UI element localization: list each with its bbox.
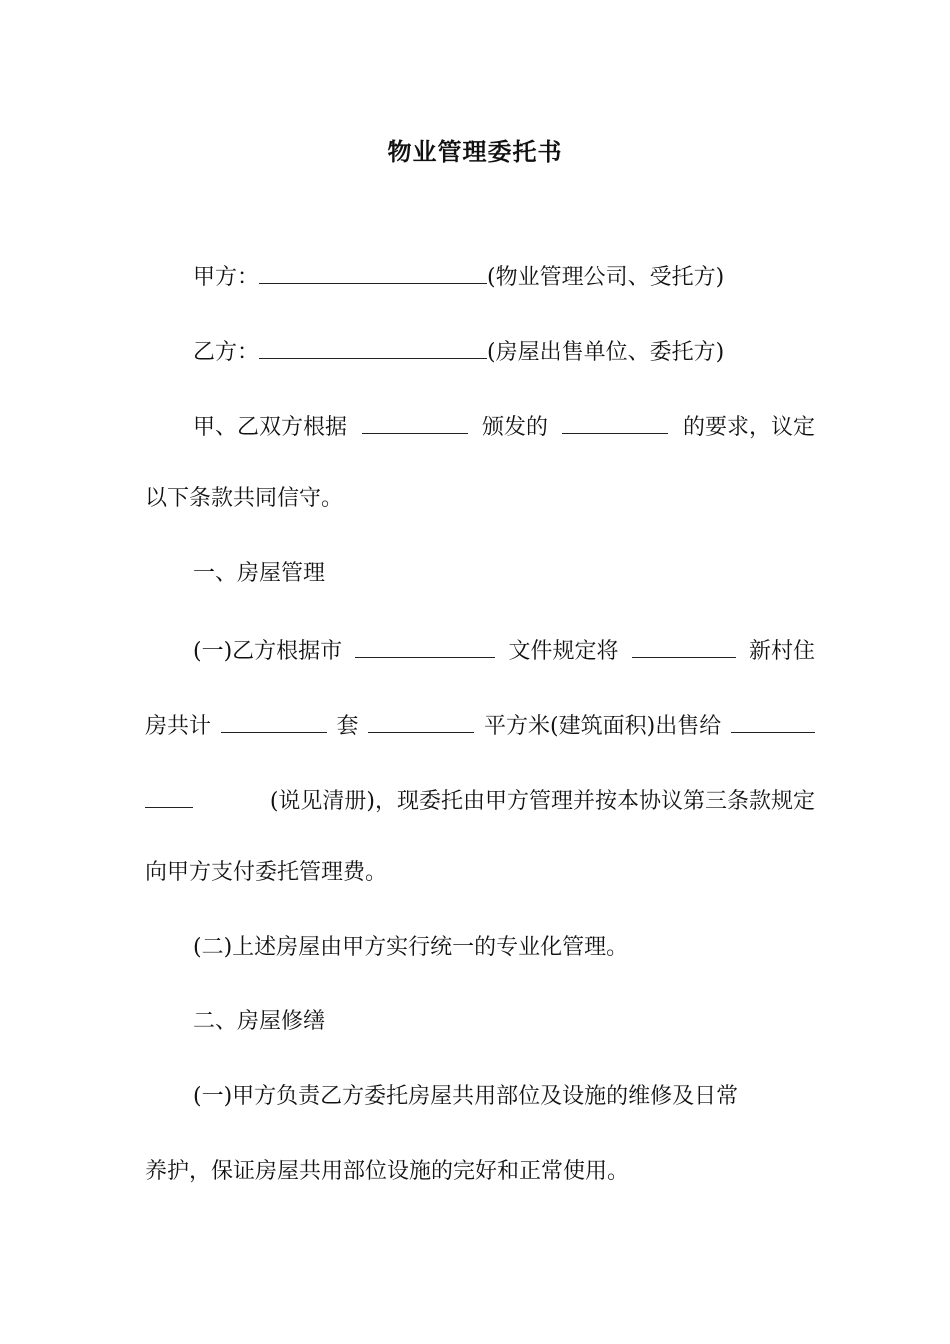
preamble-part3: 的要求，议定 — [682, 415, 815, 440]
s1-item1-l1-c: 新村住 — [748, 639, 815, 664]
s2-item1-line-1: (一)甲方负责乙方委托房屋共用部位及设施的维修及日常 — [193, 1084, 739, 1109]
s1-item1-l2-c: 平方米(建筑面积)出售给 — [484, 714, 722, 739]
s1-item1-blank-area — [368, 708, 474, 733]
s1-item1-blank-buyer-b — [145, 783, 193, 808]
preamble-part2: 颁发的 — [481, 415, 548, 440]
s1-item2-line: (二)上述房屋由甲方实行统一的专业化管理。 — [193, 935, 629, 960]
s1-item1-blank-village — [632, 633, 736, 658]
preamble-line-2: 以下条款共同信守。 — [145, 486, 344, 511]
section1-heading: 一、房屋管理 — [193, 561, 326, 586]
s1-item1-l2-a: 房共计 — [145, 714, 212, 739]
s1-item1-l1-b: 文件规定将 — [508, 639, 619, 664]
preamble-part1: 甲、乙双方根据 — [193, 415, 348, 440]
s1-item1-l1-a: (一)乙方根据市 — [193, 639, 343, 664]
s1-item1-line-3 — [145, 783, 815, 818]
preamble-line-1 — [193, 409, 815, 444]
party-a-note: (物业管理公司、受托方) — [487, 265, 725, 290]
party-a-line — [193, 259, 815, 294]
document-title: 物业管理委托书 — [387, 137, 563, 166]
party-b-label: 乙方： — [193, 340, 260, 365]
s1-item1-line-2 — [145, 708, 815, 743]
s1-item1-blank-buyer-a — [731, 708, 815, 733]
party-b-line — [193, 334, 815, 369]
preamble-blank-1 — [362, 409, 468, 434]
party-a-blank — [259, 259, 487, 284]
party-b-note: (房屋出售单位、委托方) — [487, 340, 725, 365]
s1-item1-blank-city — [355, 633, 495, 658]
s2-item1-line-2: 养护，保证房屋共用部位设施的完好和正常使用。 — [145, 1159, 630, 1184]
party-b-blank — [259, 334, 487, 359]
s1-item1-line-4: 向甲方支付委托管理费。 — [145, 860, 388, 885]
section2-heading: 二、房屋修缮 — [193, 1009, 326, 1034]
party-a-label: 甲方： — [193, 265, 260, 290]
s1-item1-blank-units — [221, 708, 327, 733]
preamble-blank-2 — [562, 409, 668, 434]
s1-item1-l2-b: 套 — [336, 714, 359, 739]
s1-item1-l3-b: (说见清册)，现委托由甲方管理并按本协议第三条款规定 — [269, 789, 815, 814]
s1-item1-line-1 — [193, 633, 815, 668]
